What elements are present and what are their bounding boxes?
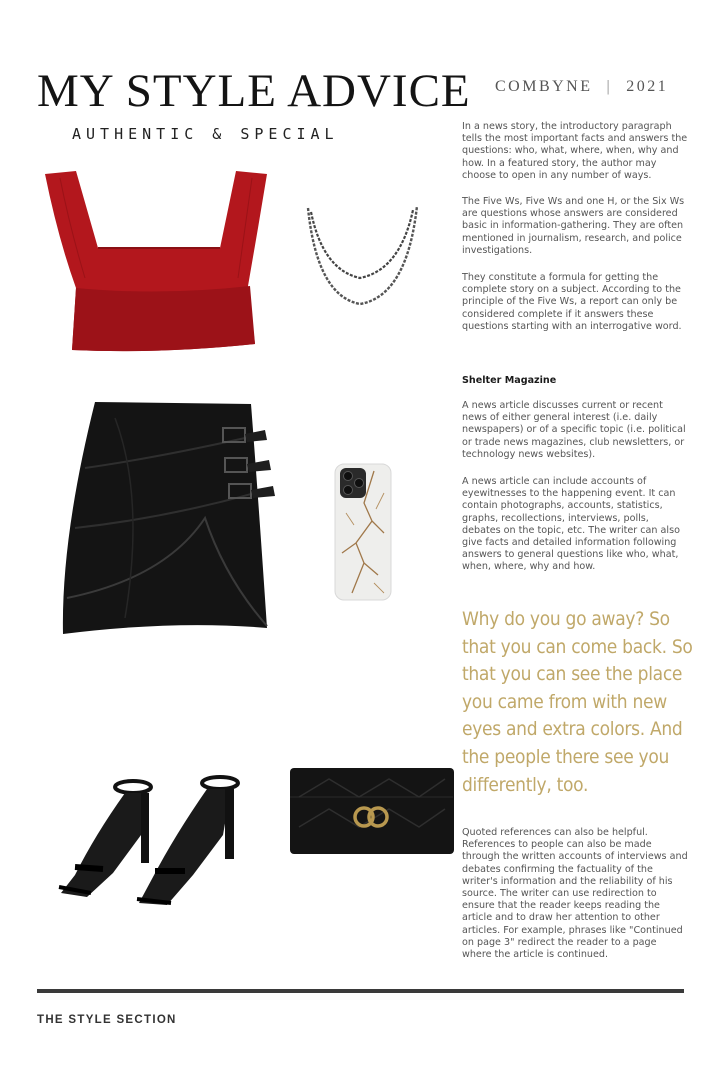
black-sandals-image xyxy=(55,775,245,915)
leather-skirt-image xyxy=(55,398,277,638)
black-wallet-image xyxy=(289,767,455,855)
article-paragraph: In a news story, the introductory paragraph tells the most important facts and answers the questions: who, what, where, when, why and how. In a featured story, the author may choose to open in any number of ways. xyxy=(462,121,688,181)
brand-name: COMBYNE xyxy=(495,78,593,95)
brand-line xyxy=(495,78,668,96)
page-subtitle: AUTHENTIC & SPECIAL xyxy=(72,125,339,143)
article-paragraph: A news article can include accounts of eyewitnesses to the happening event. It can contain photographs, accounts, statistics, graphs, recollections, interviews, polls, debates on the topic, etc. The writer can also give facts and detailed information following answers to general questions like who, what, when, where, why and how. xyxy=(462,476,680,573)
article-paragraph: Quoted references can also be helpful. References to people can also be made through the written accounts of interviews and debates confirming the factuality of the writer's information and the reliability of his source. The writer can use redirection to ensure that the reader keeps reading the article and to draw her attention to other articles. For example, phrases like "Continued on page 3" redirect the reader to a page where the article is continued. xyxy=(462,827,688,961)
footer-divider xyxy=(37,989,684,993)
chain-necklace-image xyxy=(305,200,420,310)
article-paragraph: The Five Ws, Five Ws and one H, or the Six Ws are questions whose answers are considered basic in information-gathering. They are often mentioned in journalism, research, and police investigations. xyxy=(462,196,685,256)
article-paragraph: A news article discusses current or recent news of either general interest (i.e. daily newspapers) or of a specific topic (i.e. political or trade news magazines, club newsletters, or technology news websites). xyxy=(462,400,686,460)
marble-phone-case-image xyxy=(334,463,392,601)
footer-label: THE STYLE SECTION xyxy=(37,1014,177,1026)
page-title: MY STYLE ADVICE xyxy=(37,65,471,117)
red-crop-top-image xyxy=(40,168,278,358)
brand-separator: | xyxy=(606,78,613,95)
article-paragraph: They constitute a formula for getting the complete story on a subject. According to the principle of the Five Ws, a report can only be considered complete if it answers these questions starting with an interrogative word. xyxy=(462,272,682,332)
brand-year: 2021 xyxy=(626,78,669,95)
pull-quote: Why do you go away? So that you can come back. So that you can see the place you came from with new eyes and extra colors. And the people there see you differently, too. xyxy=(462,608,693,796)
magazine-heading: Shelter Magazine xyxy=(462,375,557,386)
